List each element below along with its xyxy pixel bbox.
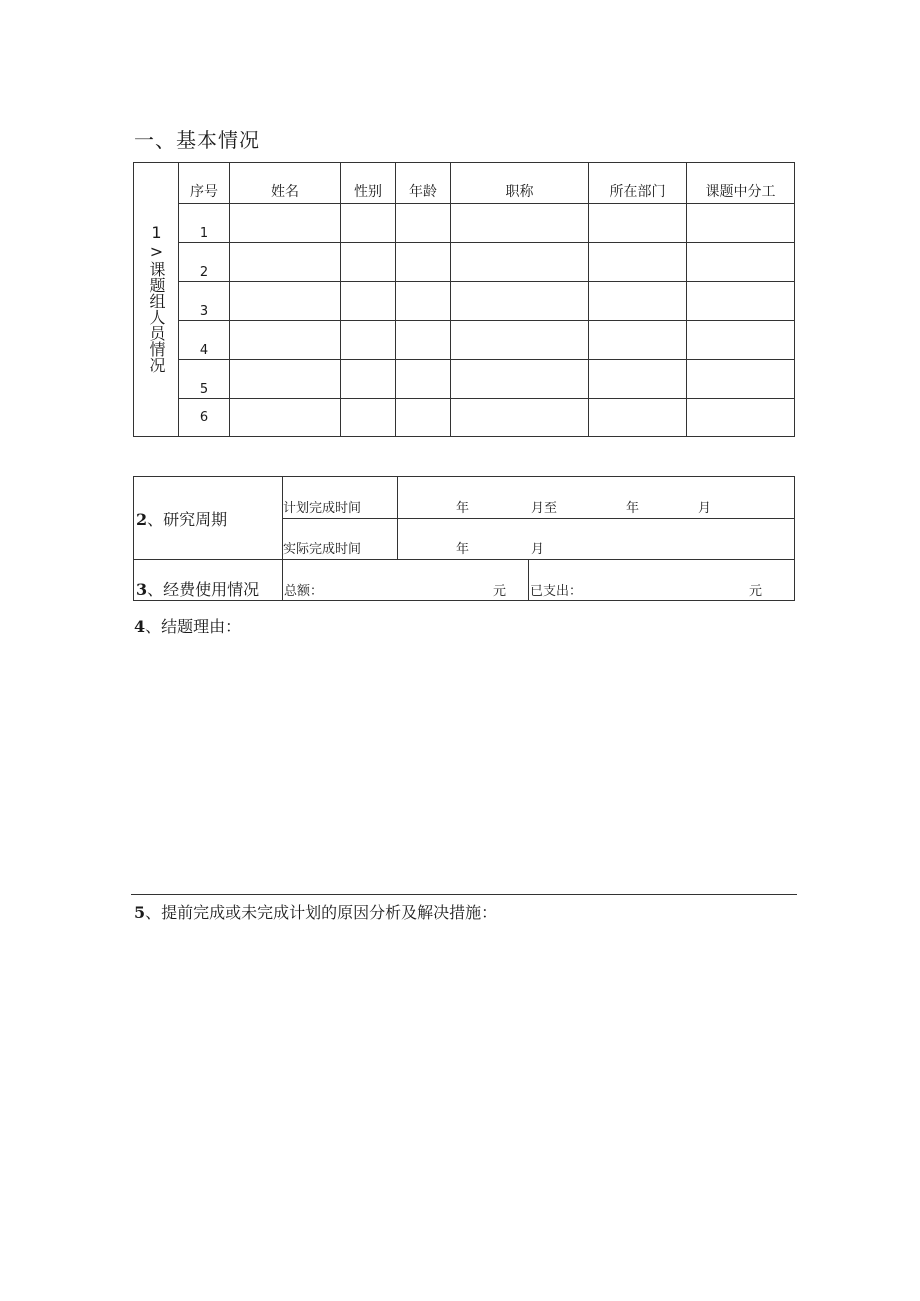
planned-year-unit: 年: [456, 501, 470, 516]
header-age: 年龄: [396, 163, 451, 204]
section-title-basic-info: 一、基本情况: [134, 128, 260, 152]
name-cell[interactable]: [230, 204, 341, 243]
planned-row: [134, 477, 795, 519]
research-period-label: [134, 477, 283, 560]
actual-time-field[interactable]: [398, 519, 795, 560]
research-period-num: 2: [136, 509, 148, 529]
role-cell[interactable]: [687, 321, 795, 360]
row-serial: 5: [179, 360, 230, 399]
title-cell[interactable]: [451, 204, 589, 243]
header-role: 课题中分工: [687, 163, 795, 204]
role-cell[interactable]: [687, 399, 795, 437]
table-row: [134, 360, 795, 399]
members-table: [133, 162, 795, 437]
table-row: [134, 204, 795, 243]
members-group-label: 1>课题组人员情况: [147, 222, 166, 373]
planned-time-label: 计划完成时间: [283, 477, 398, 519]
actual-month-unit: 月: [531, 542, 545, 557]
name-cell[interactable]: [230, 399, 341, 437]
funds-text: 、经费使用情况: [147, 580, 260, 599]
role-cell[interactable]: [687, 360, 795, 399]
age-cell[interactable]: [396, 243, 451, 282]
spent-amount-field[interactable]: [529, 560, 795, 601]
department-cell[interactable]: [589, 360, 687, 399]
planned-time-field[interactable]: [398, 477, 795, 519]
gender-cell[interactable]: [341, 282, 396, 321]
table-row: [134, 282, 795, 321]
age-cell[interactable]: [396, 282, 451, 321]
department-cell[interactable]: [589, 243, 687, 282]
gender-cell[interactable]: [341, 243, 396, 282]
department-cell[interactable]: [589, 204, 687, 243]
planned-end-month-unit: 月: [698, 501, 712, 516]
gender-cell[interactable]: [341, 204, 396, 243]
section4-text: 、结题理由：: [145, 617, 242, 636]
row-serial: 3: [179, 282, 230, 321]
department-cell[interactable]: [589, 399, 687, 437]
title-cell[interactable]: [451, 321, 589, 360]
planned-month-to: 月至: [531, 501, 558, 516]
members-header-row: [134, 163, 795, 204]
table-row: [134, 321, 795, 360]
row-serial: 6: [179, 399, 230, 437]
row-serial: 2: [179, 243, 230, 282]
role-cell[interactable]: [687, 243, 795, 282]
name-cell[interactable]: [230, 321, 341, 360]
name-cell[interactable]: [230, 243, 341, 282]
gender-cell[interactable]: [341, 360, 396, 399]
department-cell[interactable]: [589, 282, 687, 321]
name-cell[interactable]: [230, 282, 341, 321]
header-serial: 序号: [179, 163, 230, 204]
header-department: 所在部门: [589, 163, 687, 204]
age-cell[interactable]: [396, 399, 451, 437]
total-amount-unit: 元: [493, 584, 507, 599]
actual-year-unit: 年: [456, 542, 470, 557]
header-title: 职称: [451, 163, 589, 204]
funds-label: [134, 560, 283, 601]
header-name: 姓名: [230, 163, 341, 204]
age-cell[interactable]: [396, 321, 451, 360]
table-row: [134, 399, 795, 437]
spent-amount-label: 已支出：: [530, 584, 583, 599]
row-serial: 4: [179, 321, 230, 360]
divider-line: [131, 894, 797, 895]
title-cell[interactable]: [451, 243, 589, 282]
funds-row: [134, 560, 795, 601]
actual-time-label: 实际完成时间: [283, 519, 398, 560]
section-cause-analysis: [134, 900, 497, 923]
gender-cell[interactable]: [341, 321, 396, 360]
name-cell[interactable]: [230, 360, 341, 399]
members-group-label-cell: [134, 163, 179, 437]
role-cell[interactable]: [687, 204, 795, 243]
title-cell[interactable]: [451, 399, 589, 437]
role-cell[interactable]: [687, 282, 795, 321]
title-cell[interactable]: [451, 282, 589, 321]
section5-num: 5: [134, 903, 146, 922]
table-row: [134, 243, 795, 282]
department-cell[interactable]: [589, 321, 687, 360]
header-gender: 性别: [341, 163, 396, 204]
section-completion-reason: [134, 614, 241, 637]
age-cell[interactable]: [396, 204, 451, 243]
gender-cell[interactable]: [341, 399, 396, 437]
age-cell[interactable]: [396, 360, 451, 399]
spent-amount-unit: 元: [749, 584, 763, 599]
row-serial: 1: [179, 204, 230, 243]
period-funds-table: [133, 476, 795, 601]
planned-end-year-unit: 年: [626, 501, 640, 516]
total-amount-label: 总额：: [284, 584, 324, 599]
section4-num: 4: [134, 617, 146, 636]
funds-num: 3: [136, 580, 148, 599]
section5-text: 、提前完成或未完成计划的原因分析及解决措施：: [145, 903, 498, 922]
research-period-text: 、研究周期: [147, 509, 228, 529]
total-amount-field[interactable]: [283, 560, 529, 601]
title-cell[interactable]: [451, 360, 589, 399]
